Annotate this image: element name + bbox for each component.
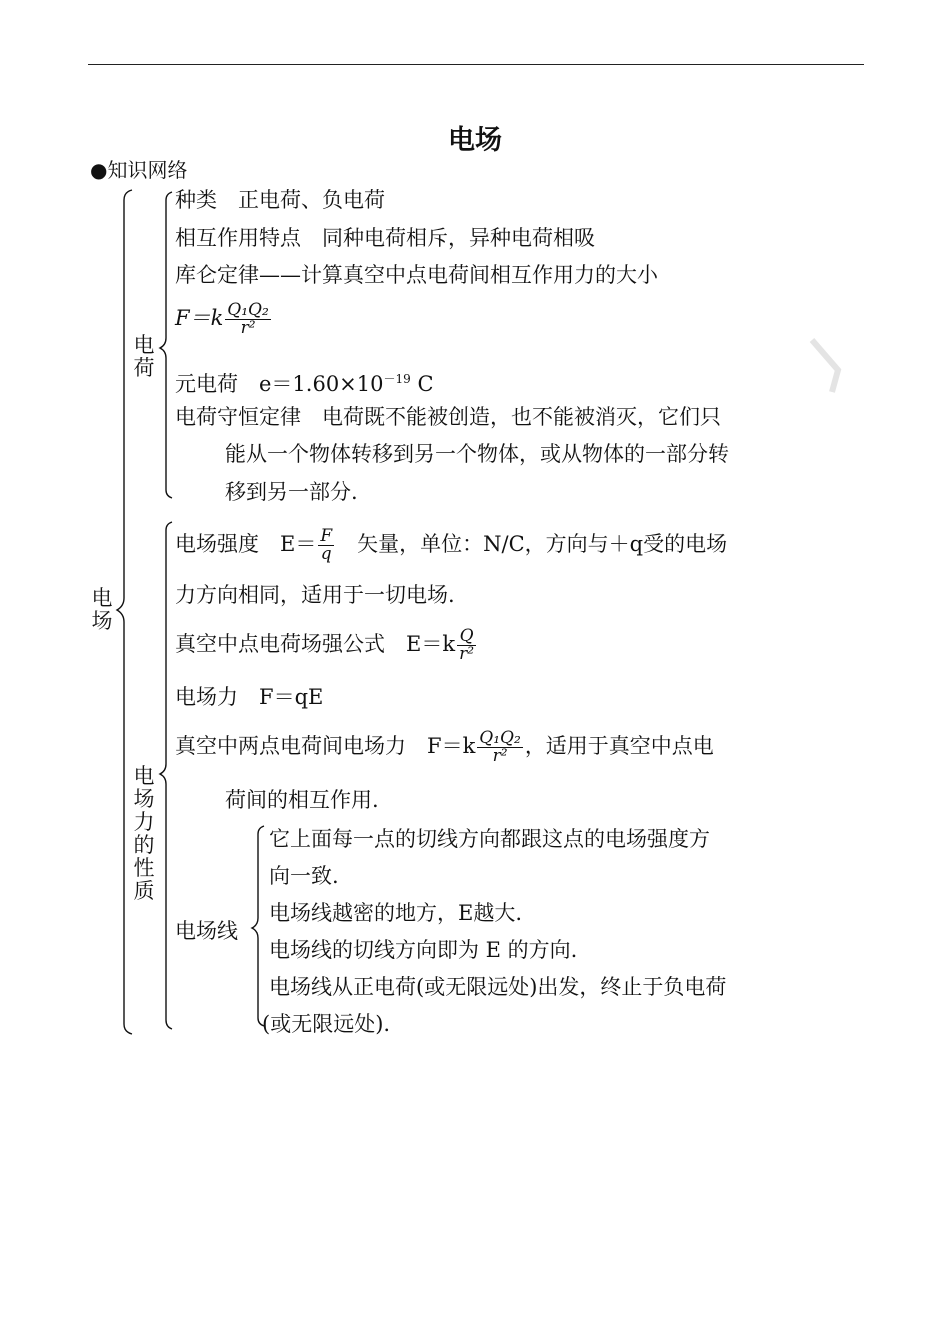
charge-kinds: 种类 正电荷、负电荷	[175, 188, 385, 212]
elementary-charge: 元电荷 $e=1.60\times 10^{-19}$ C	[175, 372, 434, 396]
section-heading: ●知识网络	[90, 158, 188, 182]
charge-interaction: 相互作用特点 同种电荷相斥，异种电荷相吸	[175, 226, 595, 250]
charge-brace	[160, 192, 172, 498]
field-intensity: 电场强度 E＝ $\frac{F}{q}$ 矢量，单位：N/C，方向与＋q受的电场	[175, 526, 728, 564]
two-charge-force-2: 荷间的相互作用.	[225, 788, 379, 812]
root-label: 电 场	[91, 586, 113, 633]
coulomb-law: 库仑定律——计算真空中点电荷间相互作用力的大小	[175, 263, 658, 287]
field-lines-label: 电场线	[175, 919, 238, 943]
page-title: 电场	[448, 125, 502, 156]
conservation-line-3: 移到另一部分.	[225, 480, 358, 504]
field-lines-item: (或无限远处).	[262, 1012, 391, 1036]
point-charge-field: 真空中点电荷场强公式 E＝k $\frac{Q}{\text{r²}}$	[175, 626, 475, 664]
field-lines-item: 电场线的切线方向即为 E 的方向.	[269, 938, 578, 962]
field-lines-item: 电场线从正电荷(或无限远处)出发，终止于负电荷	[269, 975, 727, 999]
force-brace	[160, 522, 172, 1029]
watermark-mark	[808, 330, 848, 400]
conservation-line-2: 能从一个物体转移到另一个物体，或从物体的一部分转	[225, 442, 729, 466]
field-force: 电场力 F＝qE	[175, 685, 324, 709]
lines-brace	[252, 826, 264, 1026]
conservation-line-1: 电荷守恒定律 电荷既不能被创造，也不能被消灭，它们只	[175, 405, 721, 429]
field-lines-item: 它上面每一点的切线方向都跟这点的电场强度方	[269, 827, 710, 851]
field-intensity-2: 力方向相同，适用于一切电场.	[175, 583, 455, 607]
field-lines-item: 向一致.	[269, 864, 339, 888]
root-brace	[117, 190, 132, 1034]
two-charge-force: 真空中两点电荷间电场力 F＝k $\frac{\text{Q₁Q₂}}{\text{r²}}$ ，适用于真空中点电	[175, 728, 714, 766]
force-label: 电 场 力 的 性 质	[133, 764, 155, 903]
field-lines-item: 电场线越密的地方，E越大.	[269, 901, 523, 925]
charge-label: 电 荷	[133, 333, 155, 380]
coulomb-formula: F＝k $\frac{\text{Q₁Q₂}}{\text{r²}}$	[175, 300, 269, 338]
